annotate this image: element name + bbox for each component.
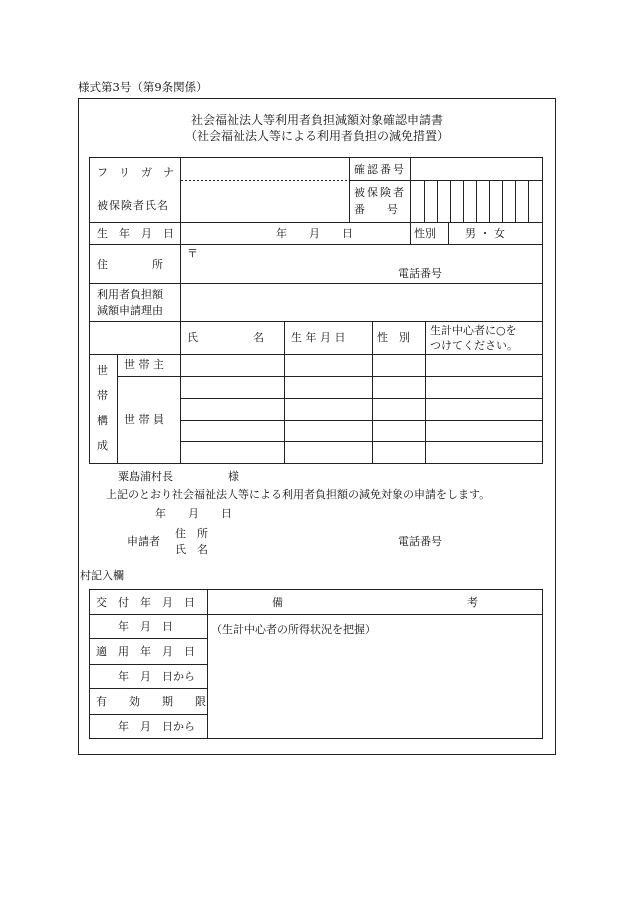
remarks-field[interactable] bbox=[208, 640, 542, 738]
dob-label: 生 年 月 日 bbox=[97, 227, 174, 240]
applicant-field[interactable] bbox=[215, 526, 385, 558]
applicant-phone-label: 電話番号 bbox=[398, 535, 442, 548]
address-field[interactable] bbox=[200, 245, 540, 265]
col-sex-header: 性 別 bbox=[377, 331, 410, 344]
household-label-char: 世 bbox=[97, 364, 108, 377]
col-head-header-2: つけてください。 bbox=[430, 339, 518, 352]
village-section-title: 村記入欄 bbox=[80, 569, 124, 582]
remarks-header-2: 考 bbox=[467, 596, 478, 609]
valid-period-label: 有 効 期 限 bbox=[96, 695, 206, 708]
household-label-char: 成 bbox=[97, 439, 108, 452]
col-name-header: 氏 名 bbox=[187, 331, 264, 344]
issue-date-label: 交 付 年 月 日 bbox=[96, 596, 195, 609]
dob-value[interactable]: 年 月 日 bbox=[276, 227, 353, 240]
applicant-name-label: 氏 名 bbox=[175, 543, 208, 556]
confirm-number-field[interactable] bbox=[411, 158, 542, 180]
apply-date-label: 適 用 年 月 日 bbox=[96, 645, 195, 658]
address-label: 住 所 bbox=[97, 258, 163, 271]
applicant-label: 申請者 bbox=[127, 535, 160, 548]
phone-label: 電話番号 bbox=[398, 267, 442, 280]
household-member-label: 世 帯 員 bbox=[124, 413, 164, 426]
household-label-char: 帯 bbox=[97, 389, 108, 402]
insured-number-boxes[interactable] bbox=[411, 181, 542, 222]
insured-name-label: 被保険者氏名 bbox=[97, 199, 169, 212]
apply-date-value[interactable]: 年 月 日から bbox=[118, 670, 195, 683]
confirm-number-label: 確認番号 bbox=[354, 163, 406, 176]
remarks-note: （生計中心者の所得状況を把握） bbox=[211, 623, 376, 636]
applicant-address-label: 住 所 bbox=[175, 527, 208, 540]
remarks-header: 備 bbox=[272, 596, 283, 609]
form-number: 様式第3号（第9条関係） bbox=[78, 80, 208, 94]
furigana-label: フ リ ガ ナ bbox=[97, 166, 174, 179]
valid-period-value[interactable]: 年 月 日から bbox=[118, 720, 195, 733]
addressee: 粟島浦村長 様 bbox=[118, 470, 239, 483]
declaration-date[interactable]: 年 月 日 bbox=[155, 507, 232, 520]
declaration-statement: 上記のとおり社会福祉法人等による利用者負担額の減免対象の申請をします。 bbox=[106, 488, 491, 501]
form-subtitle: （社会福祉法人等による利用者負担の減免措置） bbox=[184, 129, 449, 143]
sex-choice[interactable]: 男 ・ 女 bbox=[465, 227, 505, 240]
insured-number-label: 被保険者 bbox=[354, 186, 406, 199]
col-dob-header: 生 年 月 日 bbox=[291, 331, 346, 344]
household-label-char: 構 bbox=[97, 414, 108, 427]
head-of-household-label: 世 帯 主 bbox=[124, 358, 164, 371]
reason-field[interactable] bbox=[181, 284, 542, 321]
insured-name-field[interactable] bbox=[181, 181, 349, 222]
sex-label: 性別 bbox=[414, 227, 436, 240]
form-title: 社会福祉法人等利用者負担減額対象確認申請書 bbox=[190, 113, 443, 127]
insured-number-label-2: 番 号 bbox=[354, 203, 398, 216]
furigana-field[interactable] bbox=[181, 158, 349, 180]
postal-mark: 〒 bbox=[187, 247, 198, 260]
col-head-header: 生計中心者に○を bbox=[430, 324, 517, 337]
reason-label-2: 減額申請理由 bbox=[97, 304, 163, 317]
reason-label: 利用者負担額 bbox=[97, 288, 163, 301]
issue-date-value[interactable]: 年 月 日 bbox=[118, 620, 173, 633]
